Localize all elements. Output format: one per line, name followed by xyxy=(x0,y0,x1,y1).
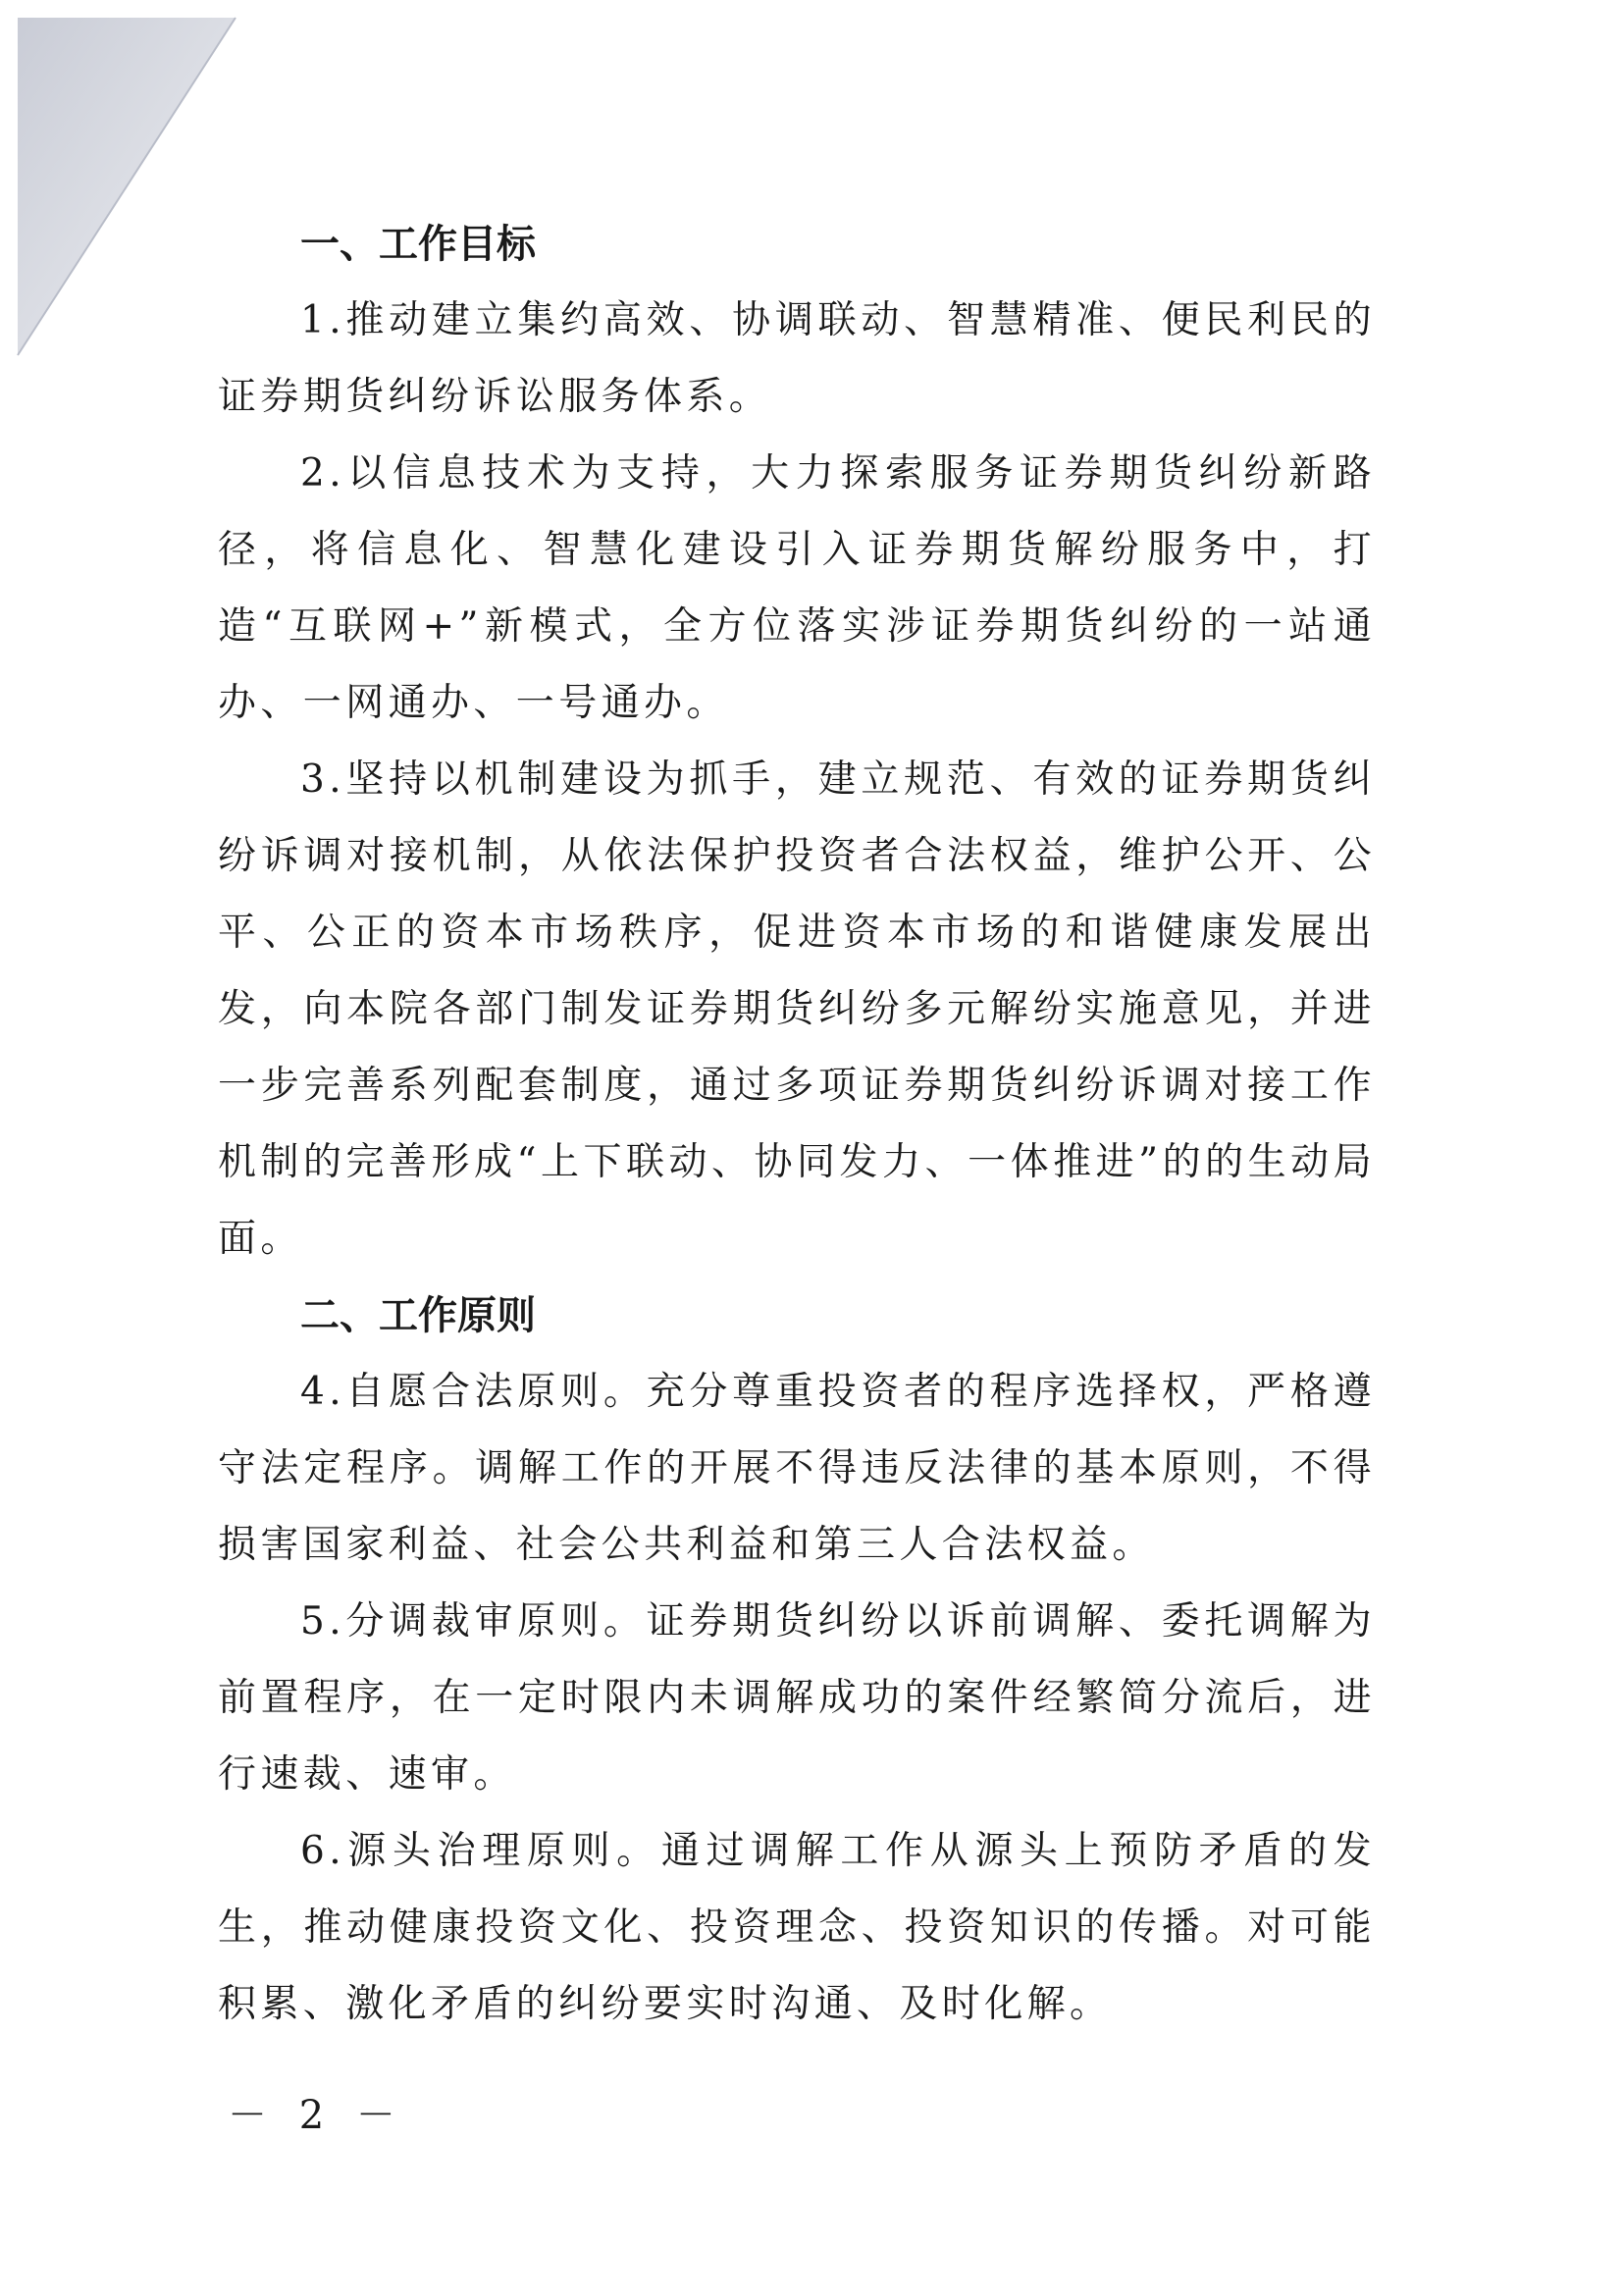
scan-page-fold-corner xyxy=(0,0,255,373)
document-page xyxy=(218,206,1376,2043)
section-heading: 一、工作目标 xyxy=(300,222,536,267)
section-heading: 二、工作原则 xyxy=(300,1293,536,1338)
paragraph-4: 4.自愿合法原则。充分尊重投资者的程序选择权，严格遵守法定程序。调解工作的开展不得违反法律的基本原则，不得损害国家利益、社会公共利益和第三人合法权益。 xyxy=(218,1370,1376,1567)
paragraph-3: 3.坚持以机制建设为抓手，建立规范、有效的证券期货纠纷诉调对接机制，从依法保护投资者合法权益，维护公开、公平、公正的资本市场秩序，促进资本市场的和谐健康发展出发，向本院各部门制发证券期货纠纷多元解纷实施意见，并进一步完善系列配套制度，通过多项证券期货纠纷诉调对接工作机制的完善形成“上下联动、协同发力、一体推进”的的生动局面。 xyxy=(218,757,1376,1261)
paragraph-1: 1.推动建立集约高效、协调联动、智慧精准、便民利民的证券期货纠纷诉讼服务体系。 xyxy=(218,298,1376,419)
paragraph-5: 5.分调裁审原则。证券期货纠纷以诉前调解、委托调解为前置程序，在一定时限内未调解成功的案件经繁简分流后，进行速裁、速审。 xyxy=(218,1599,1376,1797)
page-number: － 2 － xyxy=(228,2093,405,2138)
section-work-goals xyxy=(218,206,1376,1278)
section-work-principles xyxy=(218,1278,1376,2043)
paragraph-2: 2.以信息技术为支持，大力探索服务证券期货纠纷新路径，将信息化、智慧化建设引入证券期货解纷服务中，打造“互联网+”新模式，全方位落实涉证券期货纠纷的一站通办、一网通办、一号通办。 xyxy=(218,451,1376,725)
paragraph-6: 6.源头治理原则。通过调解工作从源头上预防矛盾的发生，推动健康投资文化、投资理念、投资知识的传播。对可能积累、激化矛盾的纠纷要实时沟通、及时化解。 xyxy=(218,1829,1376,2026)
